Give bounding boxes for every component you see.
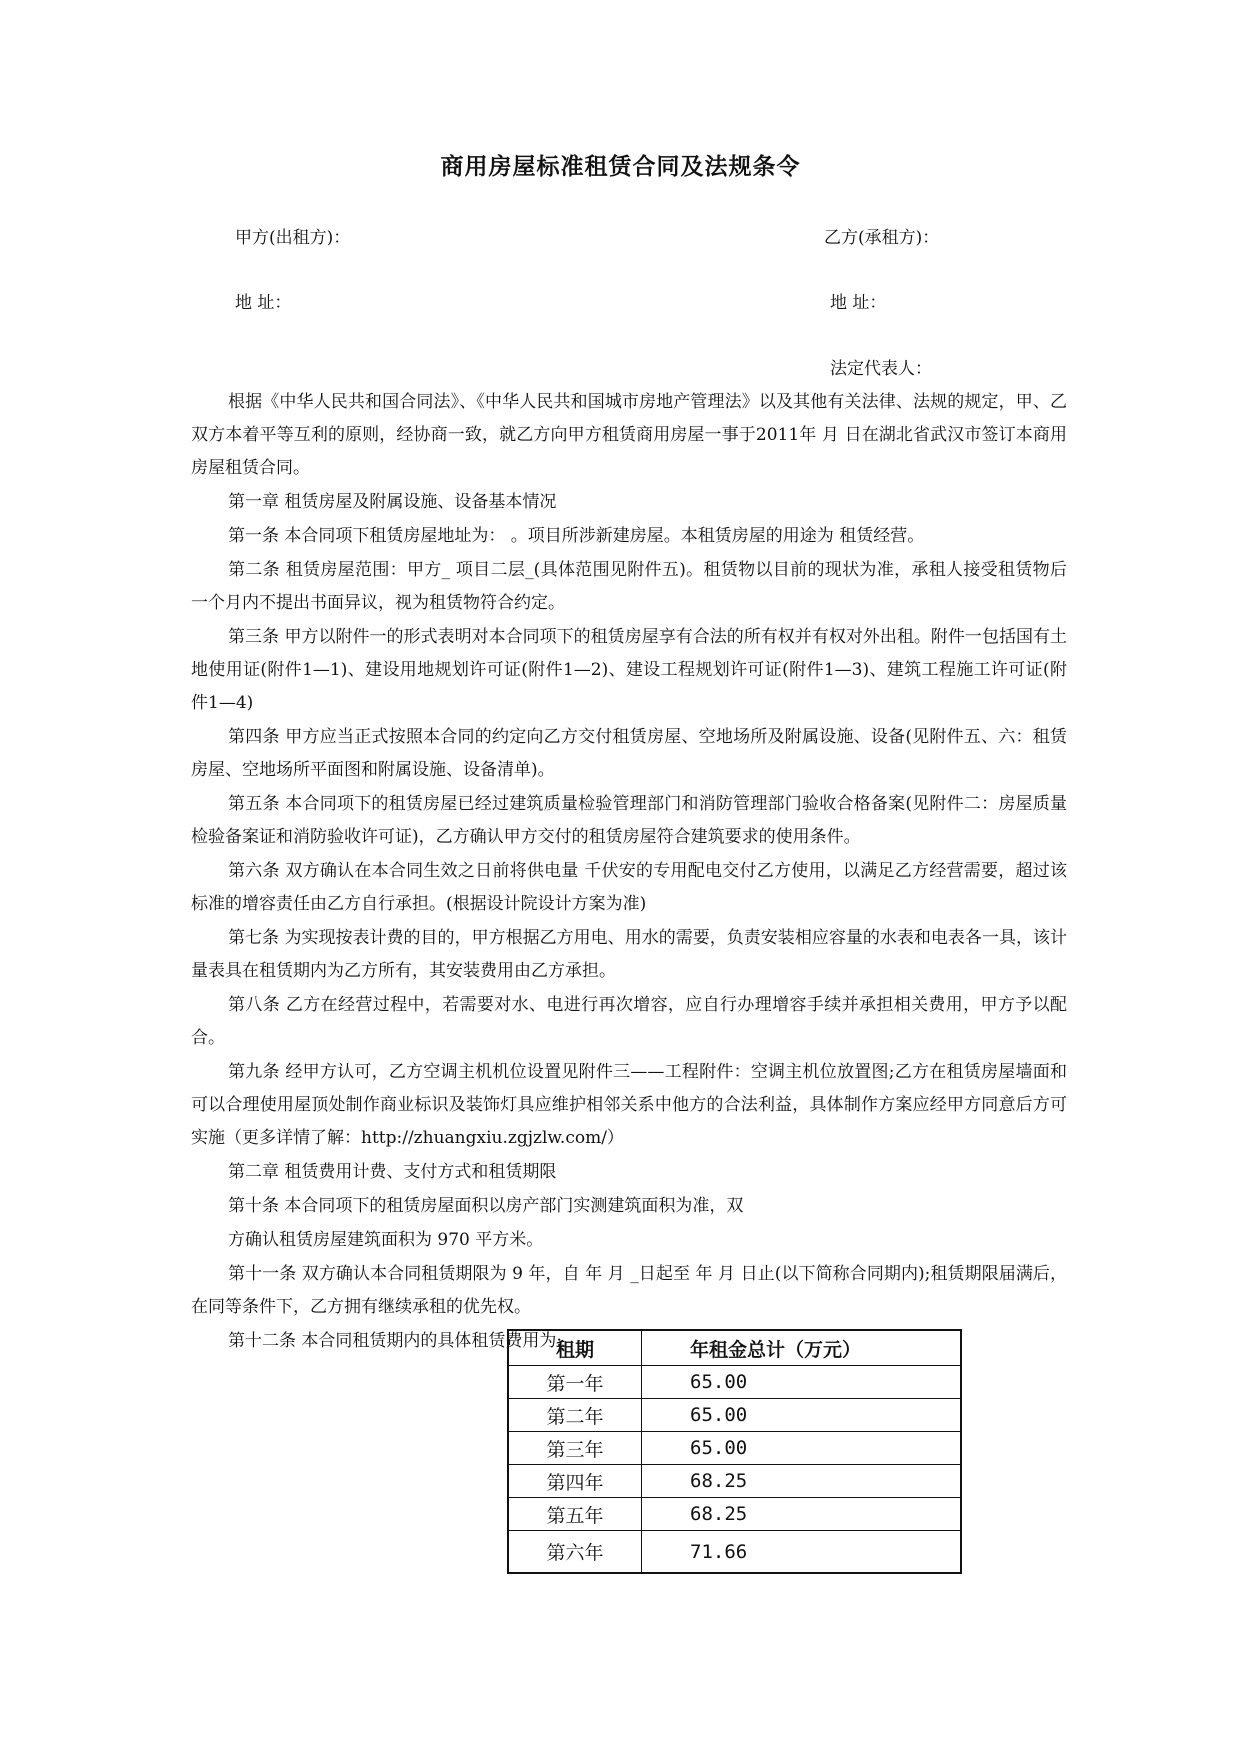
article-paragraph: 第十二条 本合同租赁期内的具体租赁费用为: xyxy=(228,1331,563,1351)
article-paragraph: 第一条 本合同项下租赁房屋地址为： 。项目所涉新建房屋。本租赁房屋的用途为 租赁经营。 xyxy=(228,526,925,546)
table-row xyxy=(508,1465,961,1498)
article-paragraph: 第二条 租赁房屋范围：甲方_ 项目二层_(具体范围见附件五)。租赁物以目前的现状为准，承租人接受租赁物后一个月内不提出书面异议，视为租赁物符合约定。 xyxy=(191,560,1067,613)
document-title: 商用房屋标准租赁合同及法规条令 xyxy=(440,154,801,180)
rent-cell: 65.00 xyxy=(642,1432,962,1465)
rent-cell: 65.00 xyxy=(642,1366,962,1399)
rent-cell: 65.00 xyxy=(642,1399,962,1432)
term-cell: 第四年 xyxy=(508,1465,642,1498)
table-row xyxy=(508,1498,961,1531)
article-continuation: 方确认租赁房屋建筑面积为 970 平方米。 xyxy=(228,1230,544,1250)
rent-cell: 68.25 xyxy=(642,1498,962,1531)
article-paragraph: 第十条 本合同项下的租赁房屋面积以房产部门实测建筑面积为准，双 xyxy=(228,1196,744,1216)
table-row xyxy=(508,1531,961,1574)
article-paragraph: 第八条 乙方在经营过程中，若需要对水、电进行再次增容，应自行办理增容手续并承担相关费用，甲方予以配合。 xyxy=(191,995,1067,1048)
preamble-paragraph: 根据《中华人民共和国合同法》、《中华人民共和国城市房地产管理法》以及其他有关法律、法规的规定，甲、乙双方本着平等互利的原则，经协商一致，就乙方向甲方租赁商用房屋一事于2011年 月 日在湖北省武汉市签订本商用房屋租赁合同。 xyxy=(191,392,1067,478)
term-cell: 第六年 xyxy=(508,1531,642,1574)
chapter-heading: 第一章 租赁房屋及附属设施、设备基本情况 xyxy=(228,492,557,512)
article-paragraph: 第九条 经甲方认可，乙方空调主机机位设置见附件三——工程附件：空调主机位放置图;乙方在租赁房屋墙面和可以合理使用屋顶处制作商业标识及装饰灯具应维护相邻关系中他方的合法利益，具体制作方案应经甲方同意后方可实施（更多详情了解：http://zhuangxiu.zgjzlw.com/） xyxy=(191,1062,1067,1148)
column-header-term: 租期 xyxy=(508,1330,642,1366)
term-cell: 第一年 xyxy=(508,1366,642,1399)
contract-body xyxy=(191,386,1067,1359)
column-header-annual-rent: 年租金总计（万元） xyxy=(642,1330,962,1366)
article-paragraph: 第六条 双方确认在本合同生效之日前将供电量 千伏安的专用配电交付乙方使用，以满足乙方经营需要，超过该标准的增容责任由乙方自行承担。(根据设计院设计方案为准) xyxy=(191,861,1067,914)
term-cell: 第五年 xyxy=(508,1498,642,1531)
rent-cell: 68.25 xyxy=(642,1465,962,1498)
article-paragraph: 第四条 甲方应当正式按照本合同的约定向乙方交付租赁房屋、空地场所及附属设施、设备(见附件五、六：租赁房屋、空地场所平面图和附属设施、设备清单)。 xyxy=(191,727,1067,780)
article-paragraph: 第十一条 双方确认本合同租赁期限为 9 年，自 年 月 _日起至 年 月 日止(以下简称合同期内);租赁期限届满后，在同等条件下，乙方拥有继续承租的优先权。 xyxy=(191,1264,1067,1317)
party-a-label: 甲方(出租方)： xyxy=(235,228,351,248)
article-paragraph: 第三条 甲方以附件一的形式表明对本合同项下的租赁房屋享有合法的所有权并有权对外出租。附件一包括国有土地使用证(附件1—1)、建设用地规划许可证(附件1—2)、建设工程规划许可证(附件1—3)、建筑工程施工许可证(附件1—4) xyxy=(191,627,1067,713)
table-header-row xyxy=(508,1330,961,1366)
party-a-address-label: 地 址： xyxy=(235,293,292,313)
table-row xyxy=(508,1366,961,1399)
article-paragraph: 第五条 本合同项下的租赁房屋已经过建筑质量检验管理部门和消防管理部门验收合格备案(见附件二：房屋质量检验备案证和消防验收许可证)，乙方确认甲方交付的租赁房屋符合建筑要求的使用条件。 xyxy=(191,794,1067,847)
chapter-heading: 第二章 租赁费用计费、支付方式和租赁期限 xyxy=(228,1162,557,1182)
legal-representative-label: 法定代表人： xyxy=(830,359,932,379)
table-row xyxy=(508,1399,961,1432)
term-cell: 第三年 xyxy=(508,1432,642,1465)
party-b-label: 乙方(承租方)： xyxy=(824,228,940,248)
term-cell: 第二年 xyxy=(508,1399,642,1432)
article-paragraph: 第七条 为实现按表计费的目的，甲方根据乙方用电、用水的需要，负责安装相应容量的水表和电表各一具，该计量表具在租赁期内为乙方所有，其安装费用由乙方承担。 xyxy=(191,928,1067,981)
party-b-address-label: 地 址： xyxy=(830,293,887,313)
rent-cell: 71.66 xyxy=(642,1531,962,1574)
rent-schedule-table xyxy=(507,1329,962,1574)
table-row xyxy=(508,1432,961,1465)
